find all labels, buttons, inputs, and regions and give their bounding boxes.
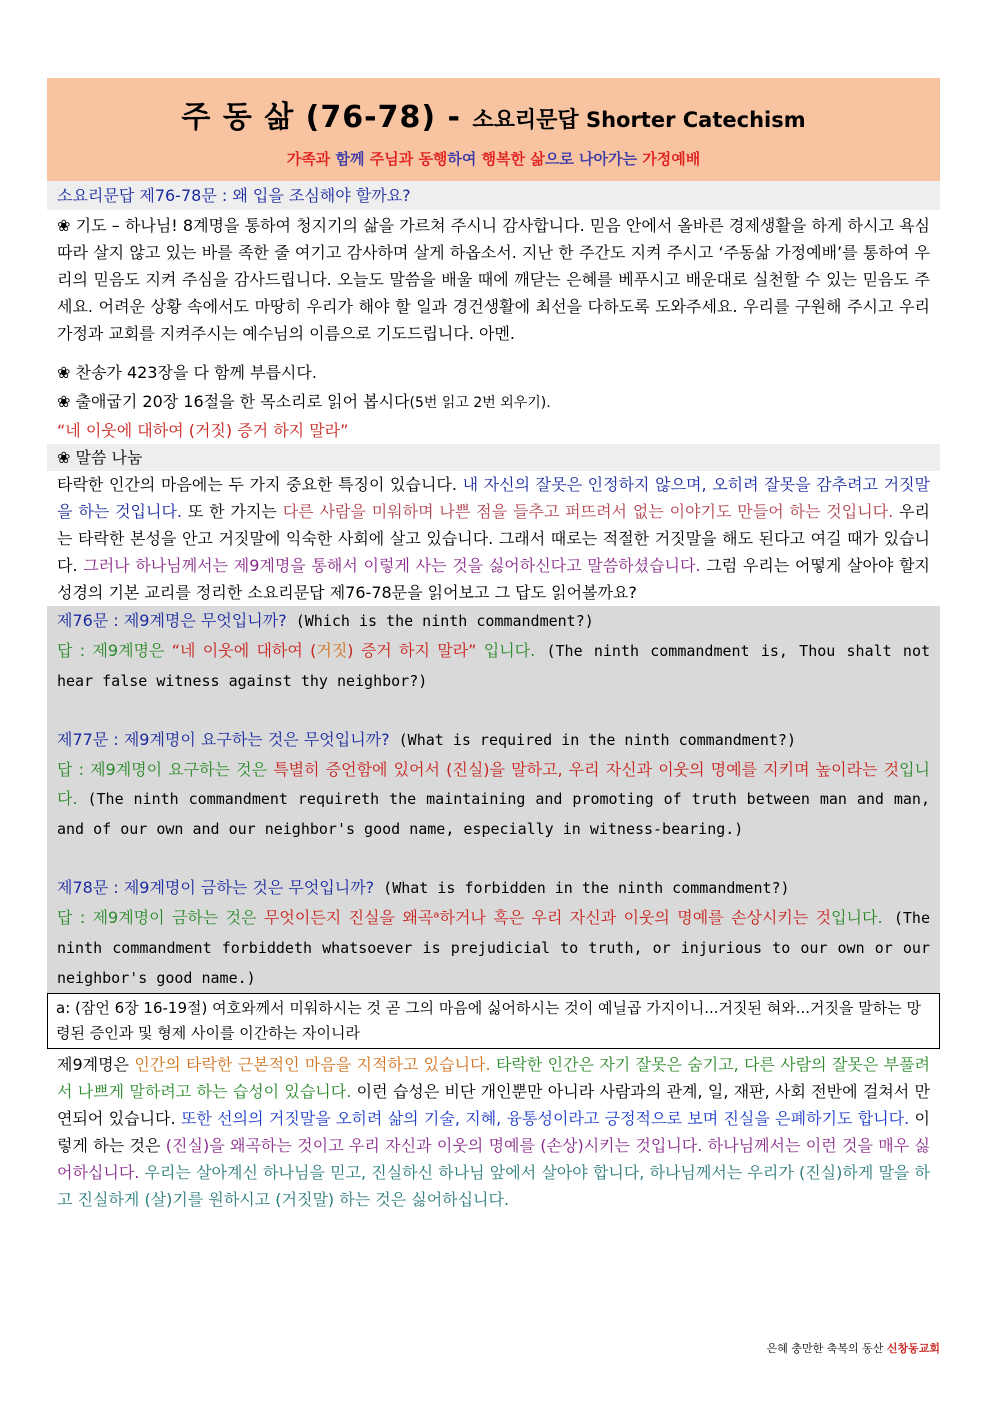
- question-77: 제77문 : 제9계명이 요구하는 것은 무엇입니까? (What is required in the ninth commandment?) 답 : 제9계명이 요구하는 것은 특별히 증언함에 있어서 (진실)을 말하고, 우리 자신과 이웃의 명예를 지키며 높이라는 것입니다. (The ninth commandment requireth the maintaining and promoting of truth between man and man, and of our own and our neighbor's good name, especially in witness-bearing.): [57, 730, 930, 838]
- tagline: 가족과 함께 주님과 동행하여 행복한 삶으로 나아가는 가정예배: [286, 150, 701, 168]
- prayer-text: – 하나님! 8계명을 통하여 청지기의 삶을 가르쳐 주시니 감사합니다. 믿음 안에서 올바른 경제생활을 하게 하시고 욕심 따라 살지 않고 있는 바를 족한 줄 여기고 감사하며 살게 하옵소서. 지난 한 주간도 지켜 주시고 ‘주동삶 가정예배’를 통하여 우리의 믿음도 지켜 주심을 감사드립니다. 오늘도 말씀을 배울 때에 깨닫는 은혜를 베푸시고 배운대로 실천할 수 있는 믿음도 주세요. 어려운 상황 속에서도 마땅히 우리가 해야 할 일과 경건생활에 최선을 다하도록 도와주세요. 우리를 구원해 주시고 우리 가정과 교회를 지켜주시는 예수님의 이름으로 기도드립니다. 아멘.: [57, 216, 931, 343]
- footer: 은혜 충만한 축복의 동산 신창동교회: [766, 1342, 940, 1355]
- page-header: [47, 78, 940, 181]
- flower-icon: ❀: [57, 216, 71, 235]
- reading-line: ❀ 출애굽기 20장 16절을 한 목소리로 읽어 봅시다(5번 읽고 2번 외우기).: [57, 392, 551, 411]
- page-title: 주 동 삶 (76-78) - 소요리문답 Shorter Catechism: [181, 100, 806, 135]
- closing-paragraph: 제9계명은 인간의 타락한 근본적인 마음을 지적하고 있습니다. 타락한 인간은 자기 잘못은 숨기고, 다른 사람의 잘못은 부풀려서 나쁘게 말하려고 하는 습성이 있습니다. 이런 습성은 비단 개인뿐만 아니라 사람과의 관계, 일, 재판, 사회 전반에 걸쳐서 만연되어 있습니다. 또한 선의의 거짓말을 오히려 삶의 기술, 지혜, 융통성이라고 긍정적으로 보며 진실을 은폐하기도 합니다. 이렇게 하는 것은 (진실)을 왜곡하는 것이고 우리 자신과 이웃의 명예를 (손상)시키는 것입니다. 하나님께서는 이런 것을 매우 싫어하십니다. 우리는 살아계신 하나님을 믿고, 진실하신 하나님 앞에서 살아야 합니다, 하나님께서는 우리가 (진실)하게 말을 하고 진실하게 (살)기를 원하시고 (거짓말) 하는 것은 싫어하십니다.: [57, 1055, 930, 1209]
- title-english: Shorter Catechism: [578, 108, 806, 132]
- hymn-line: ❀ 찬송가 423장을 다 함께 부릅시다.: [57, 363, 317, 382]
- sharing-paragraph: 타락한 인간의 마음에는 두 가지 중요한 특징이 있습니다. 내 자신의 잘못은 인정하지 않으며, 오히려 잘못을 감추려고 거짓말을 하는 것입니다. 또 한 가지는 다른 사람을 미워하며 나쁜 점을 들추고 퍼뜨려서 없는 이야기도 만들어 하는 것입니다. 우리는 타락한 본성을 안고 거짓말에 익숙한 사회에 살고 있습니다. 그래서 때로는 적절한 거짓말을 해도 된다고 여길 때가 있습니다. 그러나 하나님께서는 제9계명을 통해서 이렇게 사는 것을 싫어하신다고 말씀하셨습니다. 그럼 우리는 어떻게 살아야 할지 성경의 기본 교리를 정리한 소요리문답 제76-78문을 읽어보고 그 답도 읽어볼까요?: [57, 475, 931, 602]
- church-name: 신창동교회: [886, 1342, 940, 1355]
- prayer-label: 기도: [70, 216, 107, 235]
- footnote-box: a: (잠언 6장 16-19절) 여호와께서 미워하시는 것 곧 그의 마음에 싫어하시는 것이 예닐곱 가지이니...거짓된 혀와...거짓을 말하는 망령된 증인과 및 형제 사이를 이간하는 자이니라: [47, 993, 940, 1049]
- prayer-paragraph: [47, 212, 940, 347]
- verse-line: “네 이웃에 대하여 (거짓) 증거 하지 말라”: [57, 421, 349, 440]
- question-78: 제78문 : 제9계명이 금하는 것은 무엇입니까? (What is forbidden in the ninth commandment?) 답 : 제9계명이 금하는 것은 무엇이든지 진실을 왜곡ᵃ하거나 혹은 우리 자신과 이웃의 명예를 손상시키는 것입니다. (The ninth commandment forbiddeth whatsoever is prejudicial to truth, or injurious to our own or our neighbor's good name.): [57, 878, 930, 987]
- section-subhead: 소요리문답 제76-78문 : 왜 입을 조심해야 할까요?: [47, 181, 940, 210]
- worship-page: [47, 78, 940, 1213]
- question-76: 제76문 : 제9계명은 무엇입니까? (Which is the ninth commandment?) 답 : 제9계명은 “네 이웃에 대하여 (거짓) 증거 하지 말라” 입니다. (The ninth commandment is, Thou shalt not hear false witness against thy neighbor?): [57, 611, 931, 690]
- title-sub: 소요리문답: [472, 108, 579, 133]
- sharing-label: ❀ 말씀 나눔: [47, 444, 940, 471]
- catechism-qa-box: [47, 606, 940, 993]
